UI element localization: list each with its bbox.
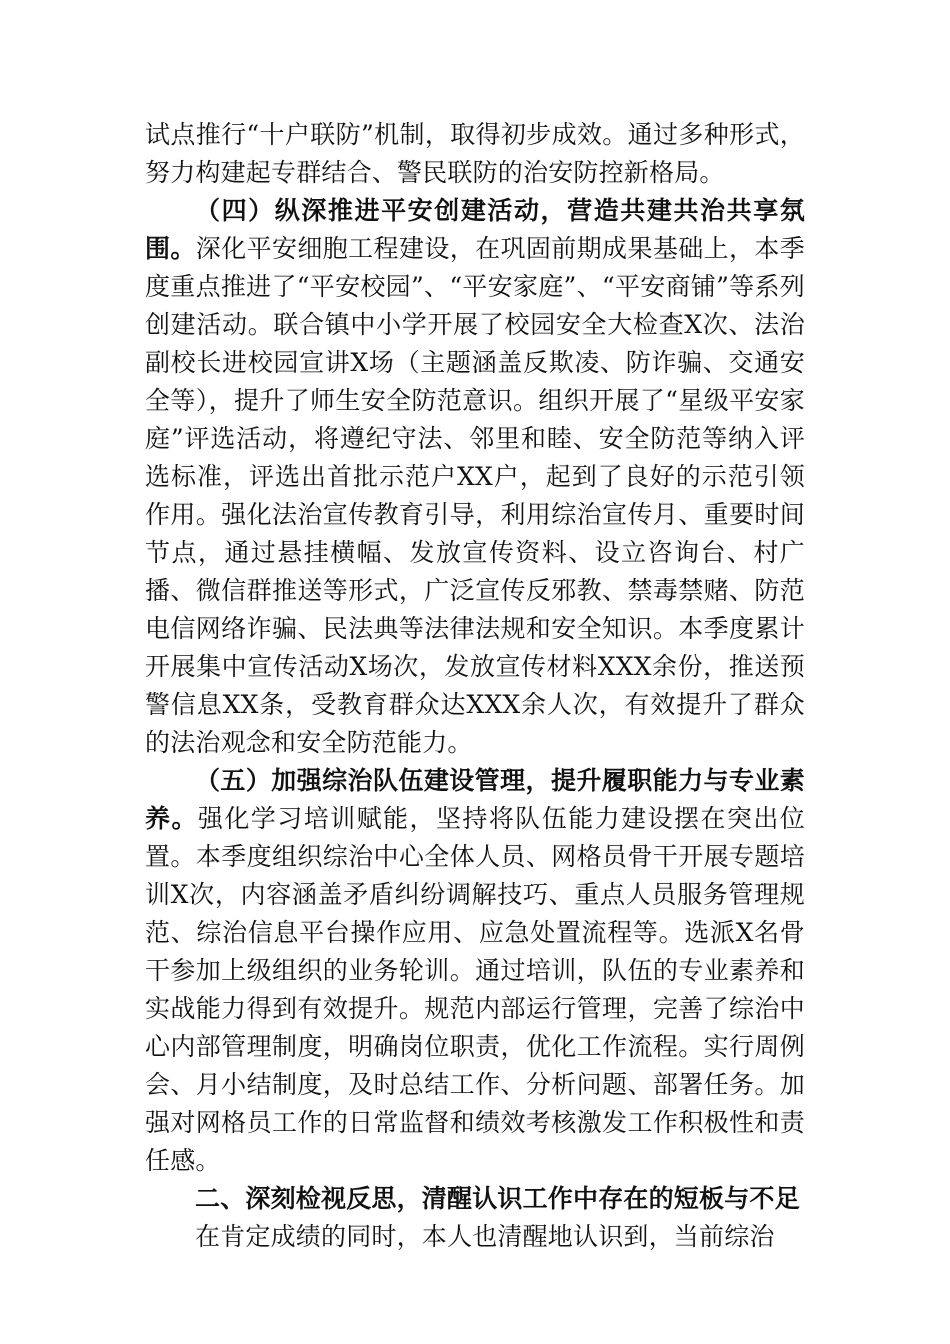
paragraph-section-4 <box>145 192 805 762</box>
paragraph-continuation: 试点推行“十户联防”机制，取得初步成效。通过多种形式，努力构建起专群结合、警民联防的治安防控新格局。 <box>145 120 805 187</box>
section-5-heading: （五）加强综治队伍建设管理，提升履职能力与专业素养。 <box>145 766 805 833</box>
section-4-body: 深化平安细胞工程建设，在巩固前期成果基础上，本季度重点推进了“平安校园”、“平安家庭”、“平安商铺”等系列创建活动。联合镇中小学开展了校园安全大检查X次、法治副校长进校园宣讲X场（主题涵盖反欺凌、防诈骗、交通安全等），提升了师生安全防范意识。组织开展了“星级平安家庭”评选活动，将遵纪守法、邻里和睦、安全防范等纳入评选标准，评选出首批示范户XX户，起到了良好的示范引领作用。强化法治宣传教育引导，利用综治宣传月、重要时间节点，通过悬挂横幅、发放宣传资料、设立咨询台、村广播、微信群推送等形式，广泛宣传反邪教、禁毒禁赌、防范电信网络诈骗、民法典等法律法规和安全知识。本季度累计开展集中宣传活动X场次，发放宣传材料XXX余份，推送预警信息XX条，受教育群众达XXX余人次，有效提升了群众的法治观念和安全防范能力。 <box>145 234 805 757</box>
section-5-body: 强化学习培训赋能，坚持将队伍能力建设摆在突出位置。本季度组织综治中心全体人员、网格员骨干开展专题培训X次，内容涵盖矛盾纠纷调解技巧、重点人员服务管理规范、综治信息平台操作应用、应急处置流程等。选派X名骨干参加上级组织的业务轮训。通过培训，队伍的专业素养和实战能力得到有效提升。规范内部运行管理，完善了综治中心内部管理制度，明确岗位职责，优化工作流程。实行周例会、月小结制度，及时总结工作、分析问题、部署任务。加强对网格员工作的日常监督和绩效考核激发工作积极性和责任感。 <box>145 804 805 1175</box>
section-4-heading: （四）纵深推进平安创建活动，营造共建共治共享氛围。 <box>145 196 805 263</box>
chapter-heading-2: 二、深刻检视反思，清醒认识工作中存在的短板与不足 <box>195 1184 800 1213</box>
paragraph-reflection-intro: 在肯定成绩的同时，本人也清醒地认识到，当前综治 <box>195 1222 775 1251</box>
paragraph-section-5 <box>145 762 805 1180</box>
document-body <box>145 116 805 1256</box>
